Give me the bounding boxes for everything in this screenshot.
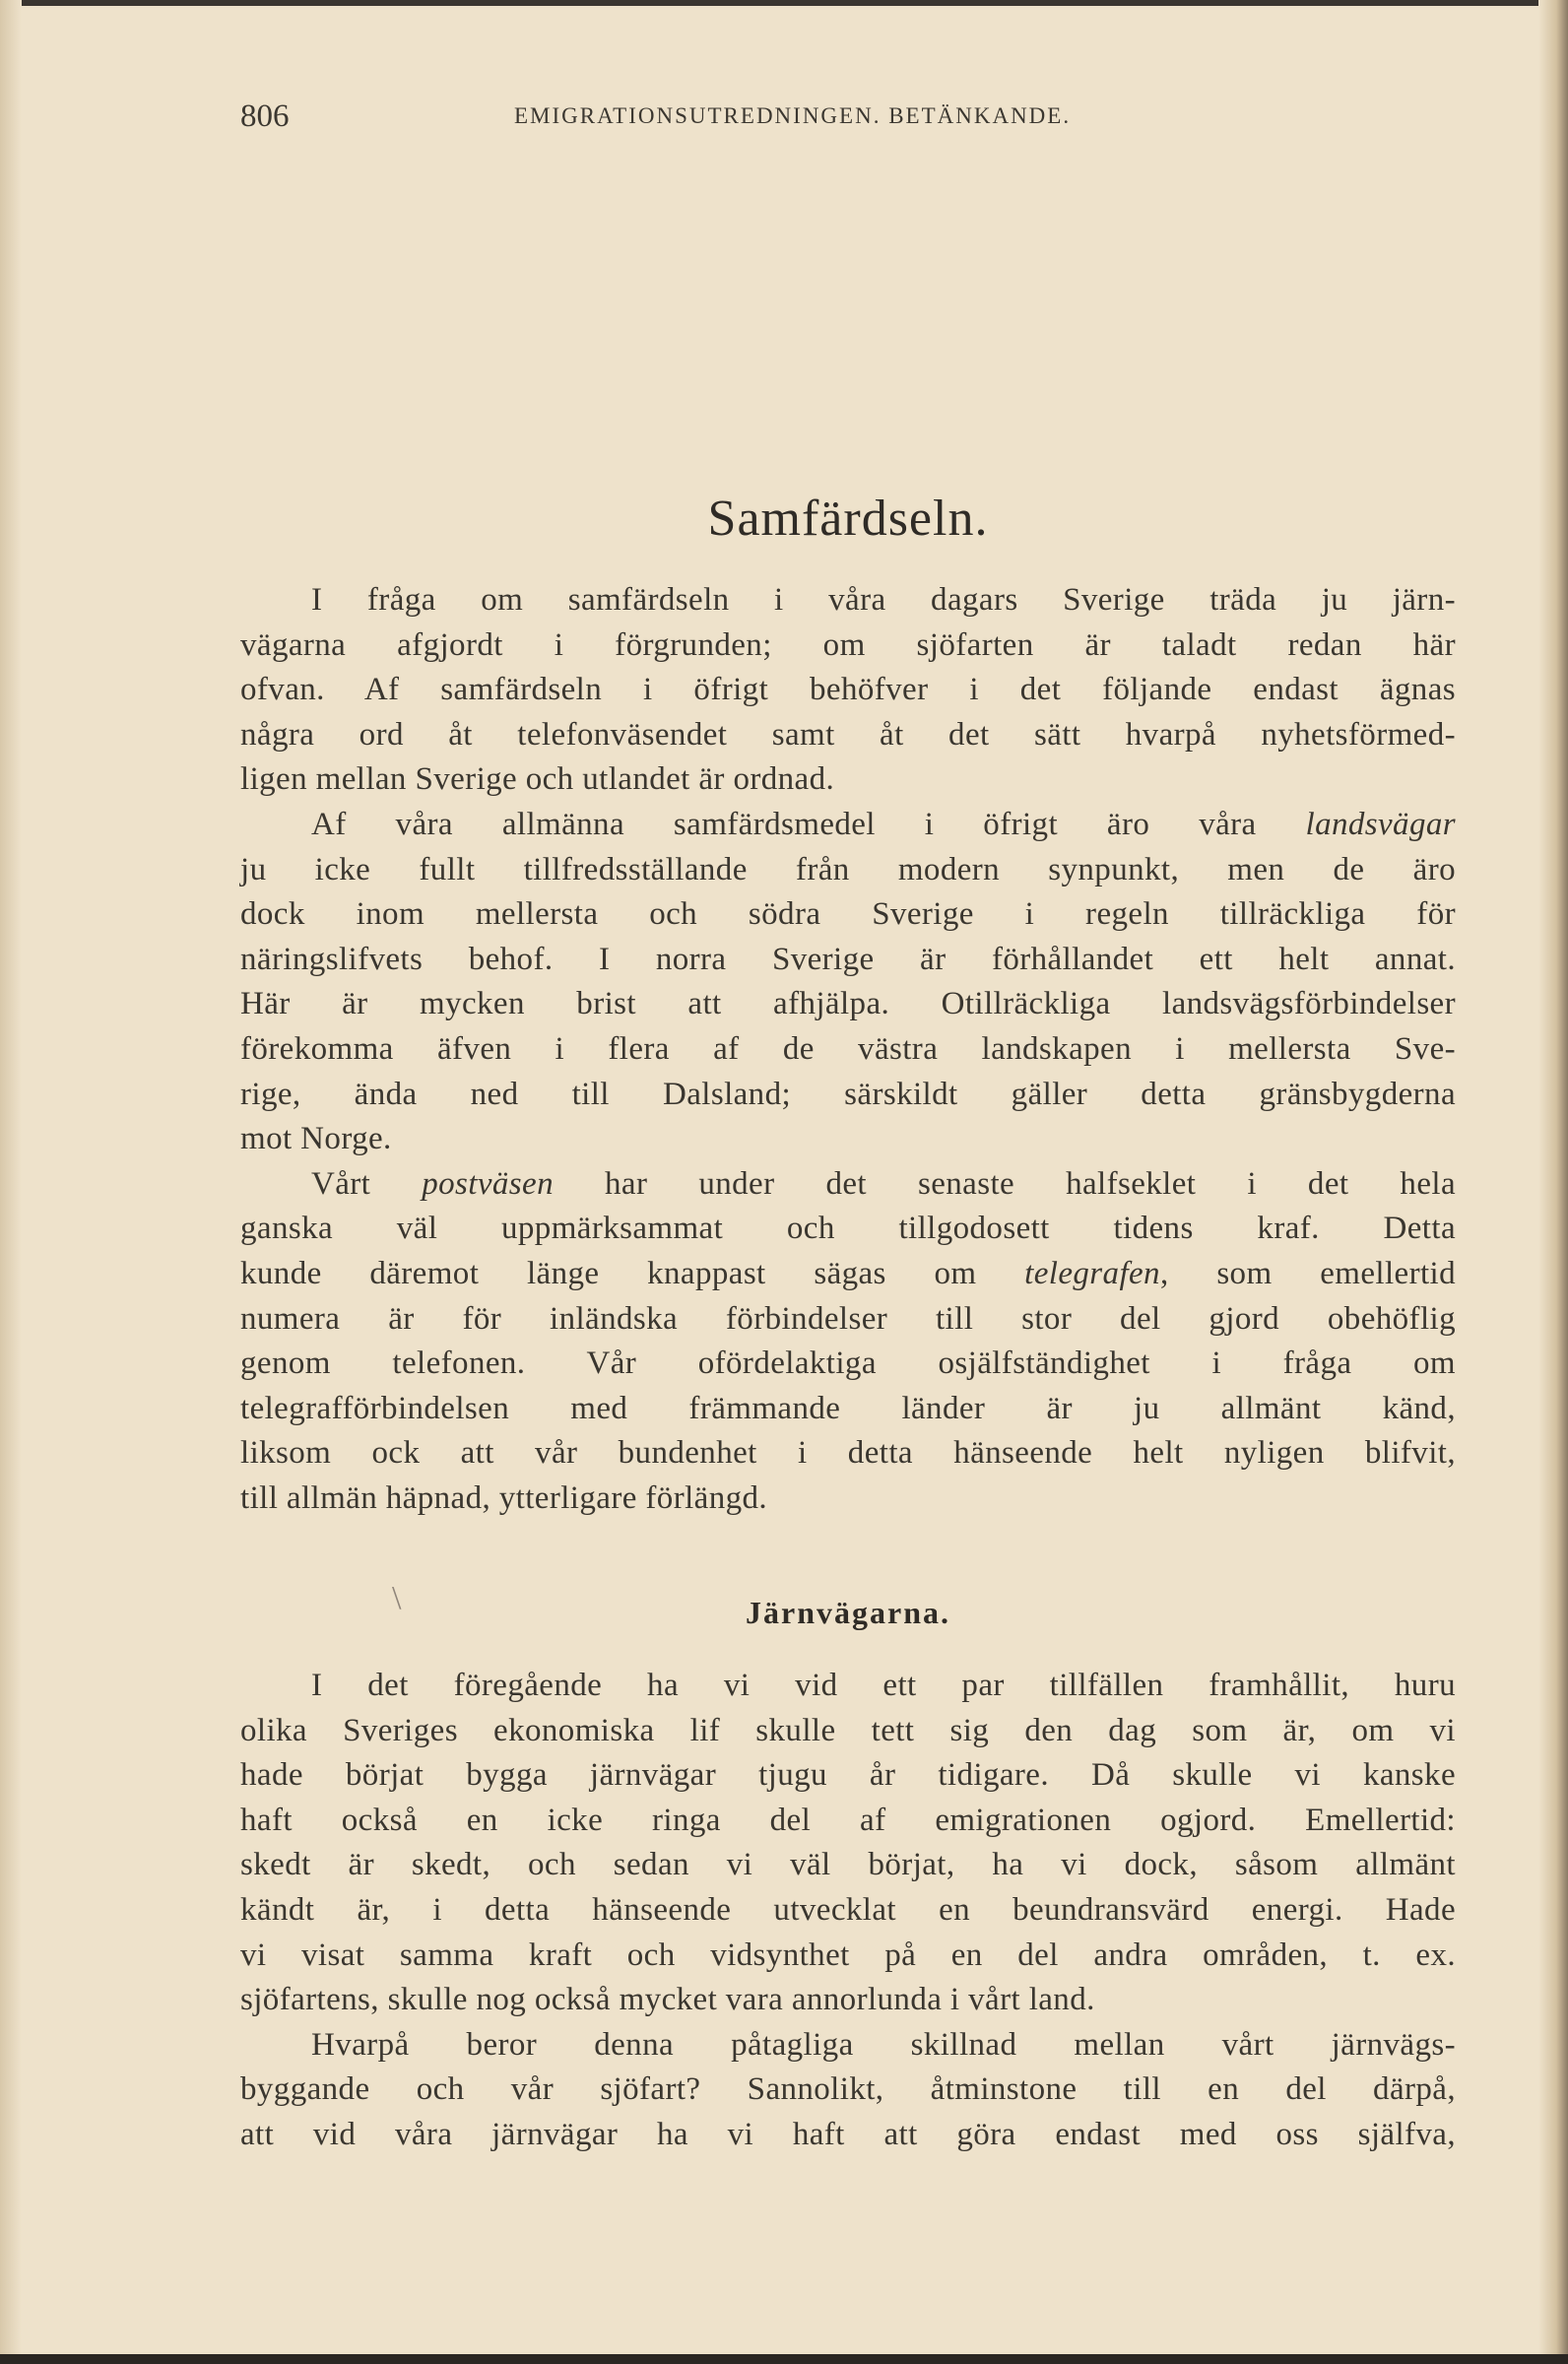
- stray-pen-mark: \: [392, 1580, 402, 1616]
- text-line: näringslifvets behof. I norra Sverige är förhållandet ett helt annat.: [240, 941, 1456, 977]
- page-bottom-edge: [0, 2354, 1568, 2364]
- subsection-heading: Järnvägarna.: [746, 1595, 950, 1630]
- italic-term: landsvägar: [1305, 806, 1456, 842]
- section-jarnvagarna: [240, 1595, 1456, 1631]
- section-heading: Samfärdseln.: [707, 491, 989, 547]
- text-line: liksom ock att vår bundenhet i detta hänseende helt nyligen blifvit,: [240, 1435, 1456, 1472]
- text-line: ganska väl uppmärksammat och tillgodosett tidens kraf. Detta: [240, 1211, 1456, 1247]
- text-line: några ord åt telefonväsendet samt åt det sätt hvarpå nyhetsförmed-: [240, 716, 1456, 753]
- text-line: numera är för inländska förbindelser till stor del gjord obehöflig: [240, 1300, 1456, 1337]
- italic-term: telegrafen: [1024, 1255, 1160, 1291]
- text-line: sjöfartens, skulle nog också mycket vara annorlunda i vårt land.: [240, 1982, 1095, 2018]
- page-right-edge: [1538, 0, 1568, 2364]
- text-line: haft också en icke ringa del af emigrationen ogjord. Emellertid:: [240, 1802, 1456, 1838]
- text-line: Hvarpå beror denna påtagliga skillnad mellan vårt järnvägs-: [311, 2026, 1456, 2063]
- text-line: vi visat samma kraft och vidsynthet på en del andra områden, t. ex.: [240, 1937, 1456, 1973]
- section-samfardseln: [240, 490, 1456, 548]
- text-line: rige, ända ned till Dalsland; särskildt gäller detta gränsbygderna: [240, 1076, 1456, 1112]
- text-line: förekomma äfven i flera af de västra landskapen i mellersta Sve-: [240, 1030, 1456, 1067]
- text-line: Här är mycken brist att afhjälpa. Otillräckliga landsvägsförbindelser: [240, 986, 1456, 1022]
- text-line: byggande och vår sjöfart? Sannolikt, åtminstone till en del därpå,: [240, 2071, 1456, 2108]
- page-left-edge: [0, 0, 22, 2364]
- text-line: ligen mellan Sverige och utlandet är ordnad.: [240, 761, 835, 798]
- text-line: dock inom mellersta och södra Sverige i regeln tillräckliga för: [240, 896, 1456, 933]
- page-top-edge: [0, 0, 1568, 6]
- text-line: till allmän häpnad, ytterligare förlängd.: [240, 1479, 768, 1516]
- text-line: kunde däremot länge knappast sägas om telegrafen, som emellertid: [240, 1255, 1456, 1291]
- text-line: ju icke fullt tillfredsställande från modern synpunkt, men de äro: [240, 851, 1456, 887]
- text-line: I fråga om samfärdseln i våra dagars Sverige träda ju järn-: [311, 582, 1456, 618]
- text-line: hade börjat bygga järnvägar tjugu år tidigare. Då skulle vi kanske: [240, 1757, 1456, 1794]
- text-line: genom telefonen. Vår ofördelaktiga osjälfständighet i fråga om: [240, 1346, 1456, 1382]
- text-line: Af våra allmänna samfärdsmedel i öfrigt äro våra landsvägar: [311, 806, 1456, 842]
- page-number: 806: [240, 98, 290, 134]
- running-head: [240, 98, 1462, 138]
- italic-term: postväsen: [422, 1165, 554, 1202]
- text-line: vägarna afgjordt i förgrunden; om sjöfarten är taladt redan här: [240, 626, 1456, 663]
- text-line: telegrafförbindelsen med främmande länder är ju allmänt känd,: [240, 1390, 1456, 1426]
- text-line: olika Sveriges ekonomiska lif skulle tett sig den dag som är, om vi: [240, 1712, 1456, 1748]
- section-body: [240, 578, 1456, 1521]
- text-line: ofvan. Af samfärdseln i öfrigt behöfver i det följande endast ägnas: [240, 672, 1456, 708]
- text-line: Vårt postväsen har under det senaste halfseklet i det hela: [311, 1165, 1456, 1202]
- running-title: EMIGRATIONSUTREDNINGEN. BETÄNKANDE.: [514, 103, 1072, 128]
- text-line: I det föregående ha vi vid ett par tillfällen framhållit, huru: [311, 1668, 1456, 1703]
- subsection-body: [240, 1664, 1456, 2158]
- text-line: kändt är, i detta hänseende utvecklat en beundransvärd energi. Hade: [240, 1891, 1456, 1928]
- text-line: skedt är skedt, och sedan vi väl börjat, ha vi dock, såsom allmänt: [240, 1847, 1456, 1883]
- text-line: mot Norge.: [240, 1121, 392, 1157]
- text-line: att vid våra järnvägar ha vi haft att göra endast med oss själfva,: [240, 2116, 1456, 2152]
